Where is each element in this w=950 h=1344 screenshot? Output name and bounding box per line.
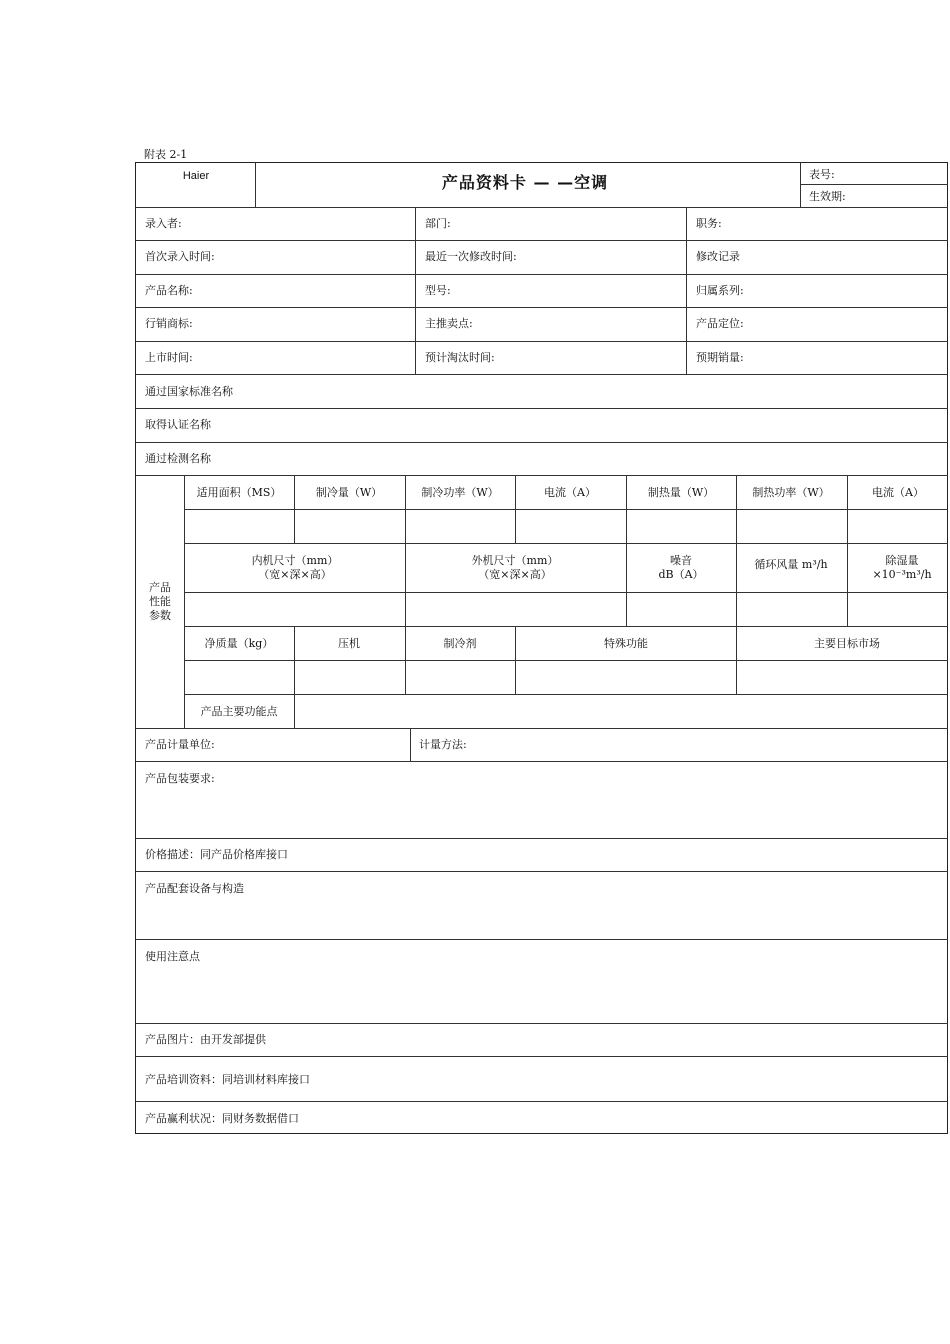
net-weight-header: 净质量（kg） (204, 637, 274, 650)
unit-label: 产品计量单位: (145, 738, 215, 751)
effective-date-label: 生效期: (809, 190, 846, 203)
main-selling-point-label: 主推卖点: (425, 317, 473, 330)
price-label: 价格描述：同产品价格库接口 (145, 848, 288, 861)
marketing-brand-label: 行销商标: (145, 317, 193, 330)
dehumidification-header: 除湿量 ×10⁻³m³/h (872, 554, 932, 581)
expected-sales-label: 预期销量: (696, 351, 744, 364)
profit-label: 产品赢利状况：同财务数据借口 (145, 1112, 299, 1125)
product-positioning-label: 产品定位: (696, 317, 744, 330)
last-modify-time-label: 最近一次修改时间: (425, 250, 517, 263)
indoor-size-header: 内机尺寸（mm） （宽×深×高） (251, 554, 339, 581)
packaging-label: 产品包装要求: (145, 772, 215, 785)
images-label: 产品图片：由开发部提供 (145, 1033, 266, 1046)
compressor-header: 压机 (338, 637, 360, 650)
cooling-current-header: 电流（A） (544, 486, 596, 499)
performance-side-label: 产品 性能 参数 (149, 581, 171, 622)
series-label: 归属系列: (696, 284, 744, 297)
equipment-label: 产品配套设备与构造 (145, 882, 244, 895)
training-label: 产品培训资料：同培训材料库接口 (145, 1073, 310, 1086)
outdoor-size-header: 外机尺寸（mm） （宽×深×高） (471, 554, 559, 581)
method-label: 计量方法: (419, 738, 467, 751)
product-name-label: 产品名称: (145, 284, 193, 297)
form-no-label: 表号: (809, 168, 835, 181)
department-label: 部门: (425, 217, 451, 230)
main-function-label: 产品主要功能点 (200, 705, 278, 718)
notes-label: 使用注意点 (145, 950, 200, 963)
cooling-capacity-header: 制冷量（W） (315, 486, 383, 499)
national-standard-label: 通过国家标准名称 (145, 385, 233, 398)
heating-capacity-header: 制热量（W） (647, 486, 715, 499)
applicable-area-header: 适用面积（MS） (196, 486, 282, 499)
airflow-header: 循环风量 m³/h (754, 558, 828, 571)
certification-label: 取得认证名称 (145, 418, 211, 431)
special-function-header: 特殊功能 (604, 637, 648, 650)
recorder-label: 录入者: (145, 217, 182, 230)
appendix-label: 附表 2-1 (144, 148, 188, 161)
expected-phaseout-label: 预计淘汰时间: (425, 351, 495, 364)
brand-logo-text: Haier (182, 170, 210, 182)
first-entry-time-label: 首次录入时间: (145, 250, 215, 263)
inspection-label: 通过检测名称 (145, 452, 211, 465)
heating-current-header: 电流（A） (872, 486, 924, 499)
target-market-header: 主要目标市场 (814, 637, 880, 650)
heating-power-header: 制热功率（W） (752, 486, 830, 499)
modify-record-label: 修改记录 (696, 250, 740, 263)
noise-header: 噪音 dB（A） (658, 554, 704, 581)
cooling-power-header: 制冷功率（W） (421, 486, 499, 499)
model-label: 型号: (425, 284, 451, 297)
refrigerant-header: 制冷剂 (443, 637, 477, 650)
page-title: 产品资料卡 — —空调 (441, 173, 609, 192)
launch-time-label: 上市时间: (145, 351, 193, 364)
position-label: 职务: (696, 217, 722, 230)
